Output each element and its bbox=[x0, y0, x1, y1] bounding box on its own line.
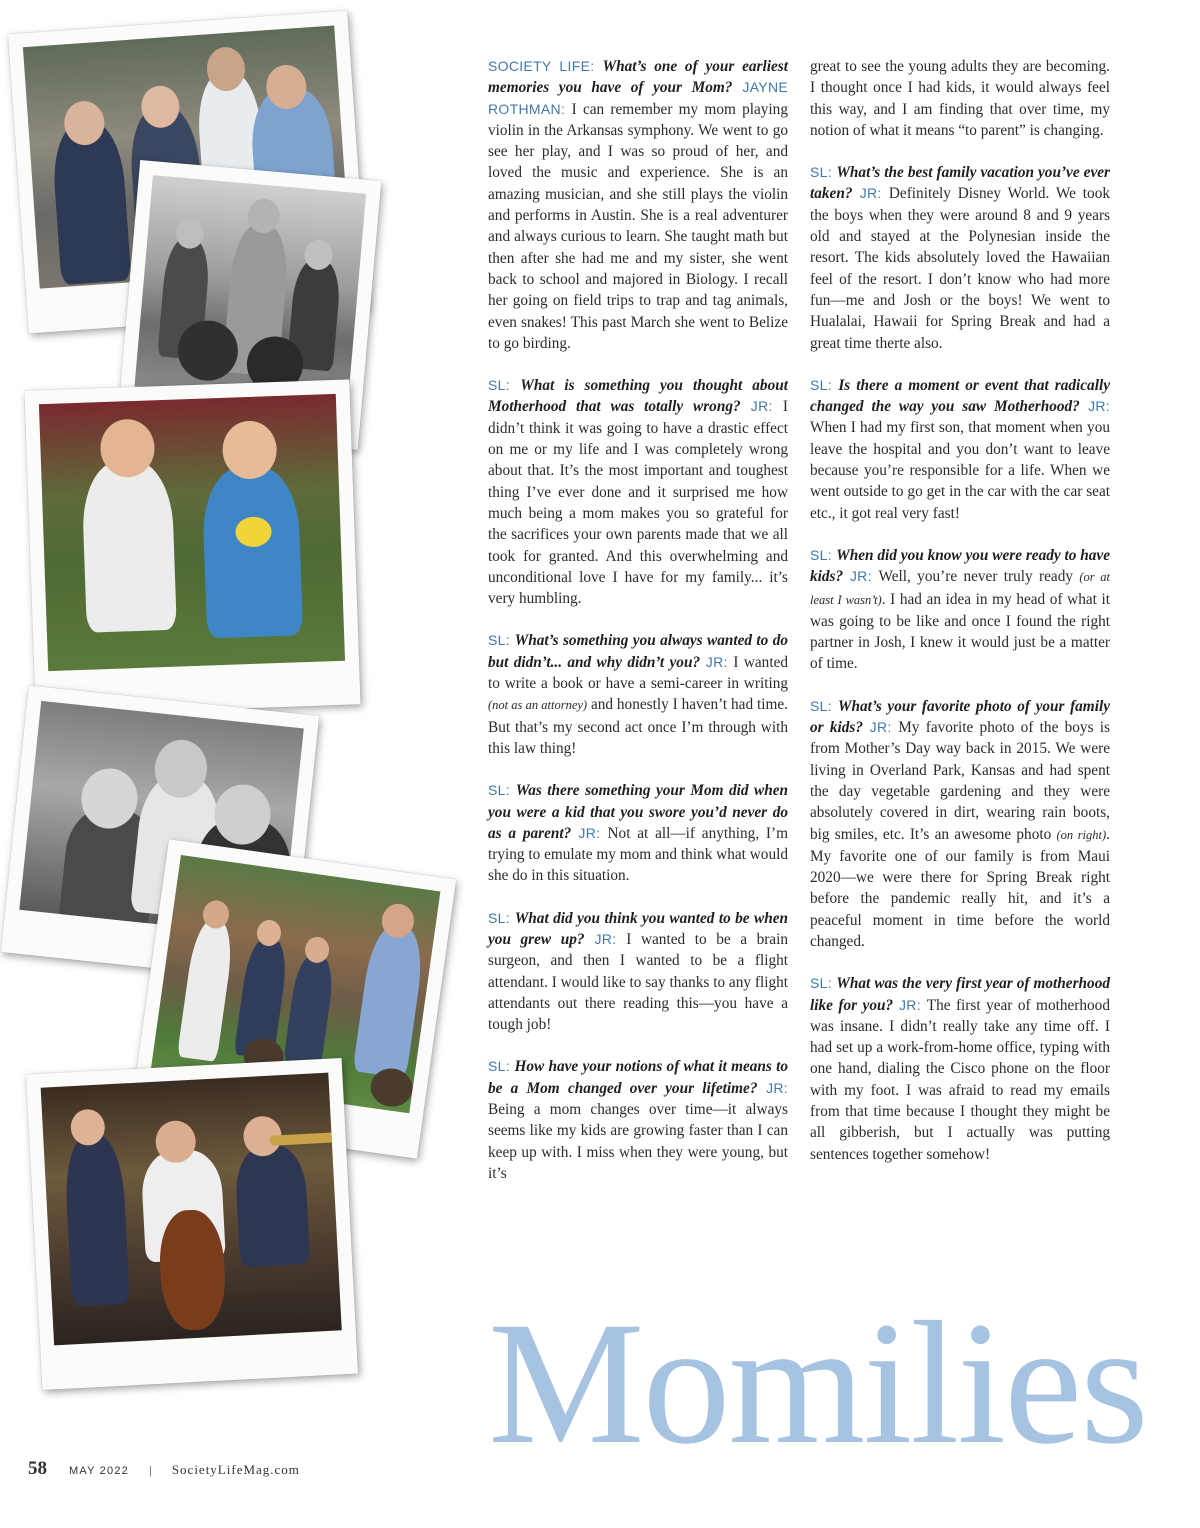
answer: I wanted to be a brain surgeon, and then I wanted to be a flight attendant. I would like to say thanks to any flight attendants out there reading this—you have a tough job! bbox=[488, 930, 788, 1034]
answer: When I had my first son, that moment when you leave the hospital and you don’t want to leave because you’re responsible for a life. When we went outside to go get in the car with the car seat etc., it got real very fast! bbox=[810, 419, 1110, 522]
qa-block bbox=[810, 375, 1110, 524]
article-column-2 bbox=[810, 56, 1110, 1186]
qa-block bbox=[810, 696, 1110, 953]
question: What’s the best family vacation you’ve ever taken? bbox=[810, 164, 1110, 203]
speaker-label: SL: bbox=[488, 632, 515, 649]
answer: . My favorite one of our family is from Maui 2020—we were there for Spring Break right before the pandemic really hit, and it’s a peaceful moment in time before the world changed. bbox=[810, 825, 1110, 950]
speaker-label: JR: bbox=[1079, 398, 1110, 415]
answer: I can remember my mom playing violin in the Arkansas symphony. We went to go see her play, and I was so proud of her, and loved the music and experience. She is an amazing musician, and she still plays the violin and performs in Austin. She is a real adventurer and always curious to learn. She taught math but then after she had me and my sister, she went back to school and majored in Biology. I recall her going on field trips to trap and tag animals, even snakes! This past March she went to Belize to go birding. bbox=[488, 100, 788, 352]
speaker-label: JR: bbox=[571, 824, 608, 841]
speaker-label: JR: bbox=[700, 653, 734, 670]
answer: . I had an idea in my head of what it was going to be like and once I found the right partner in Josh, I knew it would just be a matter of time. bbox=[810, 590, 1110, 673]
qa-block bbox=[488, 1056, 788, 1184]
speaker-label: JR: bbox=[740, 398, 783, 415]
answer: I wanted to write a book or have a semi-career in writing bbox=[488, 653, 789, 693]
photo-boys-gardening bbox=[24, 379, 360, 715]
article-column-1 bbox=[488, 56, 788, 1205]
answer: Well, you’re never truly ready bbox=[878, 568, 1080, 586]
answer-aside: (on right) bbox=[1056, 827, 1107, 842]
answer: I didn’t think it was going to have a drastic effect on me or my life and I was completely wrong about that. It’s the most important and toughest thing I’ve ever done and it surprised me how much being a mom makes you so grateful for the sacrifices your own parents made that we all took for granted. And this overwhelming and unconditional love I have for my family... it’s very humbling. bbox=[488, 398, 788, 608]
speaker-label: JR: bbox=[757, 1079, 788, 1096]
question: Was there something your Mom did when you were a kid that you swore you’d never do as a parent? bbox=[488, 782, 789, 842]
page-number: 58 bbox=[28, 1458, 47, 1479]
qa-block bbox=[488, 56, 788, 354]
qa-block bbox=[810, 545, 1110, 675]
question: What’s something you always wanted to do but didn’t... and why didn’t you? bbox=[488, 632, 789, 671]
qa-block bbox=[810, 56, 1110, 141]
answer-aside: (not as an attorney) bbox=[488, 698, 588, 713]
qa-block bbox=[488, 375, 788, 609]
qa-block bbox=[488, 780, 788, 886]
speaker-label: SL: bbox=[488, 377, 521, 394]
answer: My favorite photo of the boys is from Mother’s Day way back in 2015. We were living in Overland Park, Kansas and had spent the day vegetable gardening and they were absolutely covered in dirt, wearing rain boots, big smiles, etc. It’s an awesome photo bbox=[810, 719, 1111, 843]
answer: Not at all—if anything, I’m trying to emulate my mom and think what would she do in this situation. bbox=[488, 824, 789, 885]
speaker-label: SL: bbox=[810, 164, 837, 181]
speaker-label: JR: bbox=[843, 568, 879, 585]
answer: great to see the young adults they are becoming. I thought once I had kids, it would always feel this way, and I am finding that over time, my notion of what it means “to parent” is changing. bbox=[810, 58, 1110, 139]
qa-block bbox=[810, 973, 1110, 1165]
footer-separator: | bbox=[148, 1465, 152, 1477]
speaker-label: SL: bbox=[810, 697, 838, 714]
headline: Momilies bbox=[488, 1286, 1147, 1481]
question: What did you think you wanted to be when you grew up? bbox=[488, 909, 789, 948]
photo-family-instruments bbox=[26, 1058, 358, 1390]
answer-aside: (or at least I wasn’t) bbox=[810, 570, 1111, 607]
answer: Definitely Disney World. We took the boys when they were around 8 and 9 years old and stayed at the Polynesian inside the resort. The kids absolutely loved the Hawaiian feel of the resort. I don’t know who had more fun—me and Josh or the boys! We went to Hualalai, Hawaii for Spring Break and had a great time therte also. bbox=[810, 185, 1110, 352]
speaker-label: SL: bbox=[488, 909, 515, 926]
speaker-label: SL: bbox=[488, 782, 516, 799]
speaker-label: JR: bbox=[584, 930, 627, 947]
answer: Being a mom changes over time—it always seems like my kids are growing faster than I can keep up with. I miss when they were young, but it’s bbox=[488, 1101, 788, 1182]
speaker-label: JR: bbox=[863, 719, 899, 736]
speaker-label: JR: bbox=[893, 996, 927, 1013]
question: What was the very first year of motherhood like for you? bbox=[810, 975, 1110, 1014]
answer: The first year of motherhood was insane. I didn’t really take any time off. I had set up a work-from-home office, typing with one hand, dialing the Cisco phone on the floor with my foot. I was afraid to read my emails from that time because I thought they might be all gibberish, but I actually was putting sentences together somehow! bbox=[810, 996, 1110, 1163]
issue-date: MAY 2022 bbox=[69, 1465, 129, 1477]
question: What is something you thought about Motherhood that was totally wrong? bbox=[488, 377, 788, 416]
qa-block bbox=[810, 162, 1110, 354]
question: What’s one of your earliest memories you have of your Mom? bbox=[488, 58, 788, 97]
qa-block bbox=[488, 630, 788, 759]
speaker-label: JR: bbox=[852, 185, 889, 202]
qa-block bbox=[488, 908, 788, 1036]
speaker-label: SOCIETY LIFE: bbox=[488, 58, 603, 74]
answer: and honestly I haven’t had time. But that’s my second act once I’m through with this law thing! bbox=[488, 696, 788, 757]
speaker-label: SL: bbox=[810, 975, 837, 992]
question: How have your notions of what it means to be a Mom changed over your lifetime? bbox=[488, 1058, 788, 1097]
speaker-label: SL: bbox=[810, 546, 837, 563]
question: Is there a moment or event that radically changed the way you saw Motherhood? bbox=[810, 376, 1110, 416]
speaker-label: SL: bbox=[488, 1058, 515, 1075]
question: What’s your favorite photo of your family or kids? bbox=[810, 697, 1110, 737]
question: When did you know you were ready to have kids? bbox=[810, 546, 1110, 586]
speaker-label: JAYNE ROTHMAN: bbox=[488, 79, 788, 117]
page-footer bbox=[28, 1458, 300, 1480]
speaker-label: SL: bbox=[810, 376, 839, 393]
website-link[interactable]: SocietyLifeMag.com bbox=[171, 1462, 300, 1477]
